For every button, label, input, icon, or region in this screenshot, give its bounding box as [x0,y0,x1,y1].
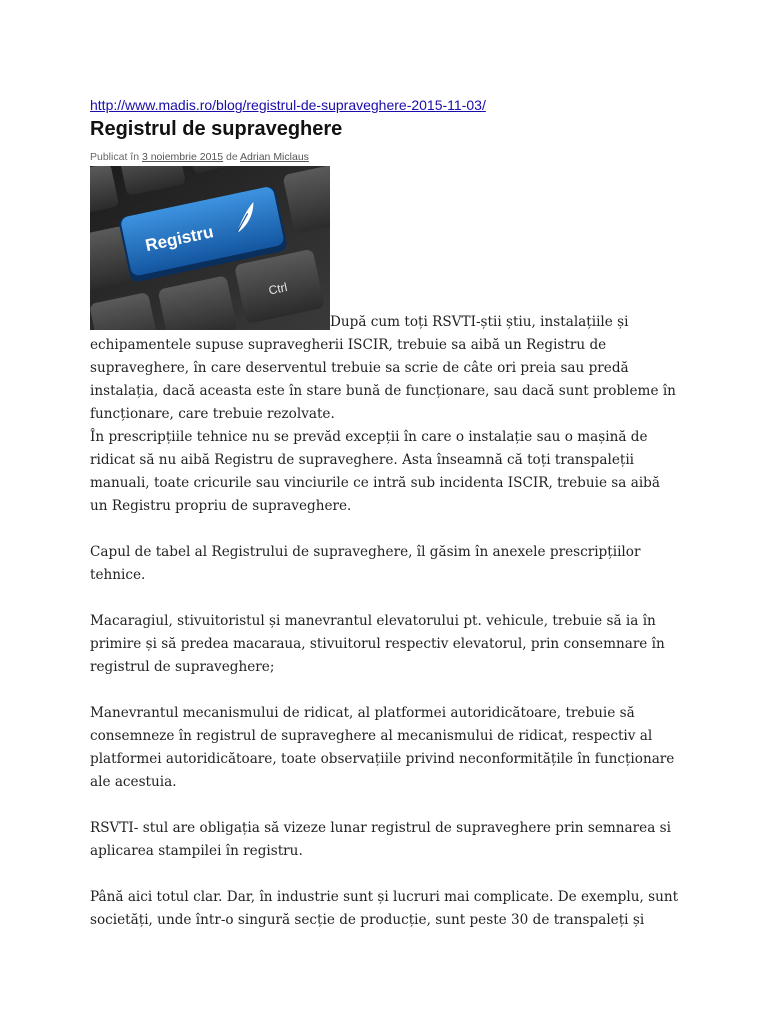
key-label: Registru [143,222,216,256]
article-title: Registrul de supraveghere [90,118,343,140]
meta-prefix: Publicat în [90,151,140,163]
keyboard-registru-image [90,166,330,330]
post-meta [90,150,680,164]
post-date-link[interactable]: 3 noiembrie 2015 [141,151,224,163]
paragraph-operators: Macaragiul, stivuitoristul și manevrantul elevatorului pt. vehicule, trebuie să ia în primire și să predea macaraua, stivuitorul respectiv elevatorul, prin consemnare în registrul de supraveghere; [90,613,665,675]
paragraph-mechanism: Manevrantul mecanismului de ridicat, al platformei autoridicătoare, trebuie să consemneze în registrul de supraveghere al mecanismului de ridicat, respectiv al platformei autoridicătoare, toate observațiile privind neconformitățile în funcționare ale acestuia. [90,705,675,790]
lead-paragraph [90,166,680,426]
paragraph-industry: Până aici totul clar. Dar, în industrie sunt și lucruri mai complicate. De exemplu, sunt societăți, unde într-o singură secție de producție, sunt peste 30 de transpaleți și [90,889,679,928]
source-url-link[interactable]: http://www.madis.ro/blog/registrul-de-supraveghere-2015-11-03/ [90,97,486,113]
article [90,96,680,932]
lead-text: După cum toți RSVTI-știi știu, instalațiile și echipamentele supuse supravegherii ISCIR, trebuie sa aibă un Registru de supraveghere, în care deserventul trebuie sa scrie de câte ori preia sau predă instalația, dacă aceasta este în stare bună de funcționare, sau dacă sunt probleme în funcționare, care trebuie rezolvate. [90,314,676,422]
meta-by: de [226,151,238,163]
author-link[interactable]: Adrian Miclaus [240,151,309,163]
paragraph-table-header: Capul de tabel al Registrului de supraveghere, îl găsim în anexele prescripțiilor tehnice. [90,544,641,583]
ctrl-key-label: Ctrl [267,279,289,298]
paragraph-rsvti: RSVTI- stul are obligația să vizeze lunar registrul de supraveghere prin semnarea si aplicarea stampilei în registru. [90,820,671,859]
paragraph-exceptions: În prescripțiile tehnice nu se prevăd excepții în care o instalație sau o mașină de ridicat să nu aibă Registru de supraveghere. Asta înseamnă că toți transpaleții manuali, toate cricurile sau vinciurile ce intră sub incidenta ISCIR, trebuie sa aibă un Registru propriu de supraveghere. [90,429,660,514]
